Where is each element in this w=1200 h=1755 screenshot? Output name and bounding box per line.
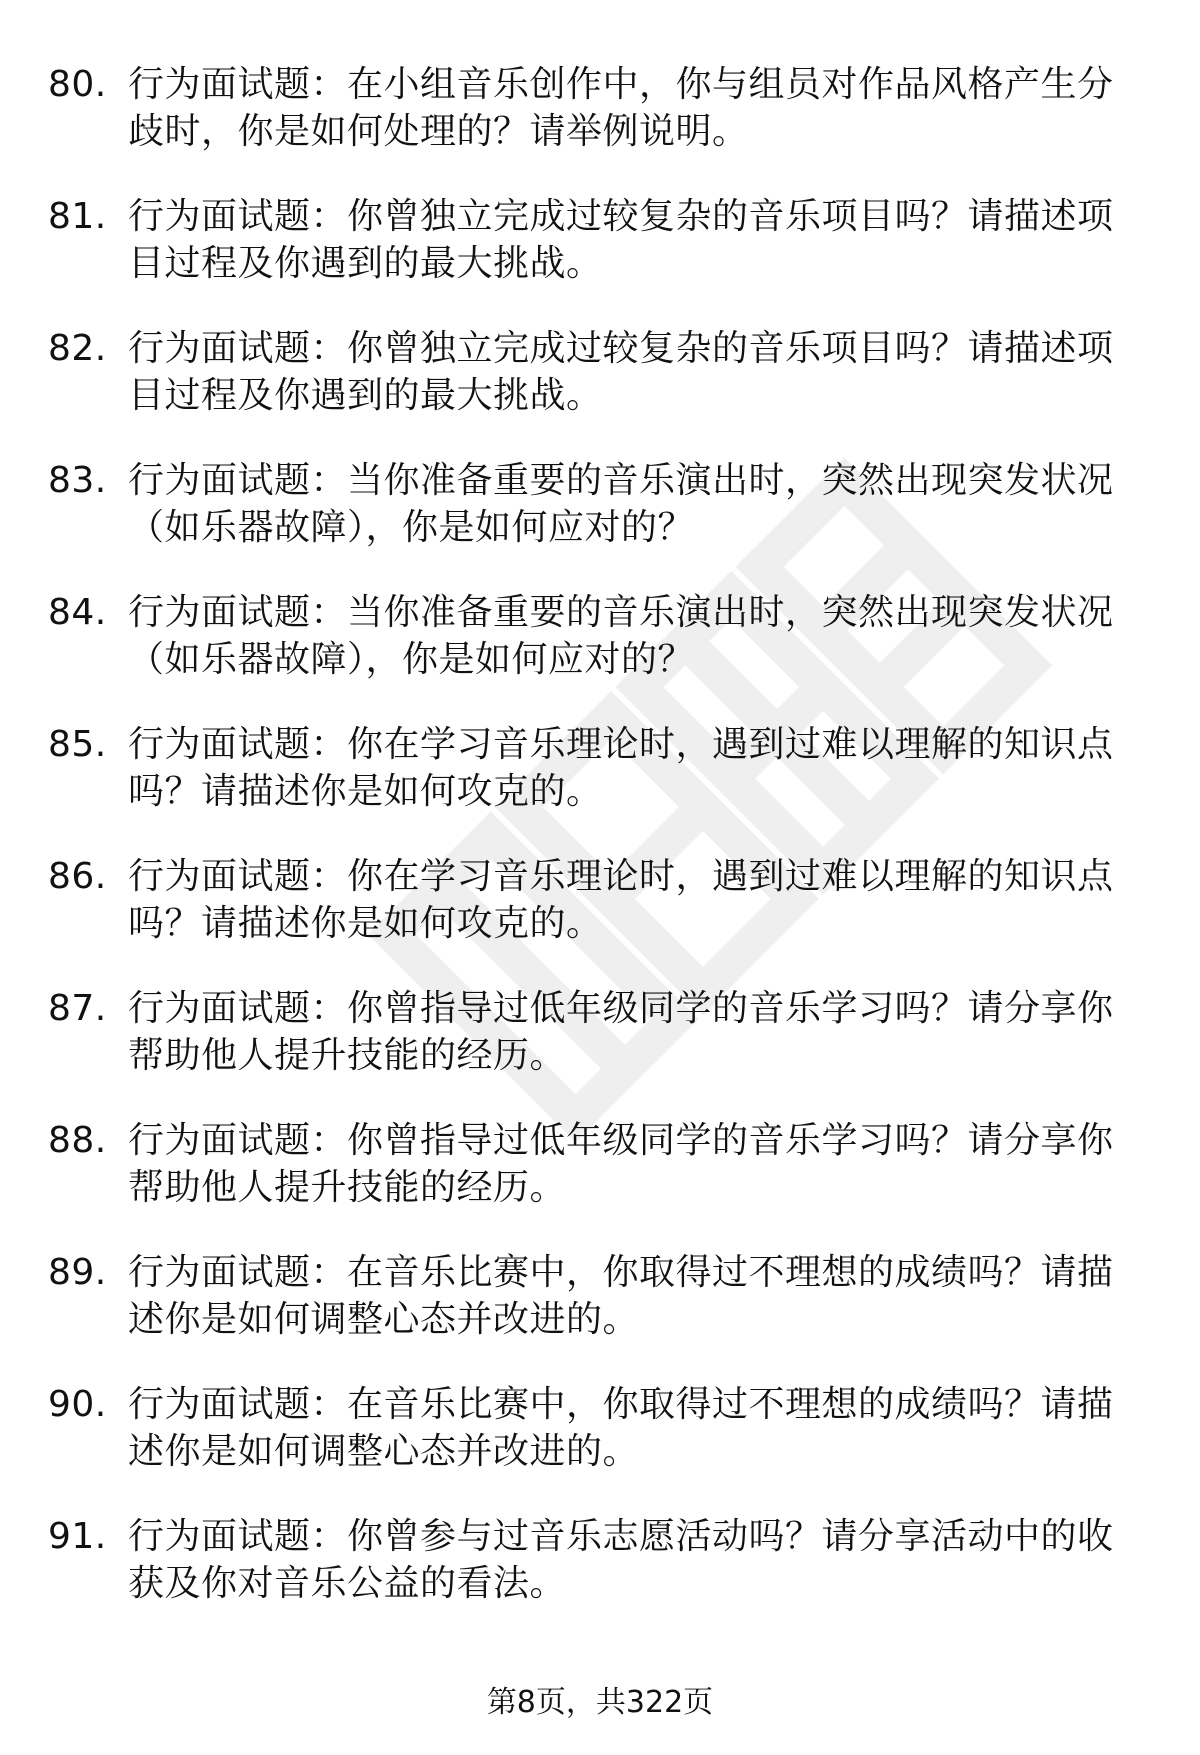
question-number: 84.	[48, 592, 107, 633]
question-text: 行为面试题：你曾参与过音乐志愿活动吗？请分享活动中的收获及你对音乐公益的看法。	[128, 1516, 1114, 1604]
question-number: 91.	[48, 1516, 107, 1557]
question-item	[48, 193, 1148, 287]
question-item	[48, 985, 1148, 1079]
page-footer: 第8页，共322页	[486, 1685, 714, 1720]
question-item	[48, 325, 1148, 419]
question-text: 行为面试题：在音乐比赛中，你取得过不理想的成绩吗？请描述你是如何调整心态并改进的。	[128, 1252, 1114, 1340]
question-text: 行为面试题：当你准备重要的音乐演出时，突然出现突发状况（如乐器故障），你是如何应对的？	[128, 460, 1114, 548]
question-number: 82.	[48, 328, 107, 369]
question-list	[48, 61, 1148, 1645]
question-text: 行为面试题：在音乐比赛中，你取得过不理想的成绩吗？请描述你是如何调整心态并改进的。	[128, 1384, 1114, 1472]
question-number: 87.	[48, 988, 107, 1029]
question-text: 行为面试题：你曾指导过低年级同学的音乐学习吗？请分享你帮助他人提升技能的经历。	[128, 988, 1114, 1076]
question-text: 行为面试题：你曾独立完成过较复杂的音乐项目吗？请描述项目过程及你遇到的最大挑战。	[128, 196, 1114, 284]
question-item	[48, 1117, 1148, 1211]
question-text: 行为面试题：你曾独立完成过较复杂的音乐项目吗？请描述项目过程及你遇到的最大挑战。	[128, 328, 1114, 416]
question-number: 83.	[48, 460, 107, 501]
question-number: 85.	[48, 724, 107, 765]
question-item	[48, 721, 1148, 815]
question-item	[48, 1249, 1148, 1343]
question-text: 行为面试题：你在学习音乐理论时，遇到过难以理解的知识点吗？请描述你是如何攻克的。	[128, 724, 1114, 812]
question-number: 90.	[48, 1384, 107, 1425]
question-text: 行为面试题：你曾指导过低年级同学的音乐学习吗？请分享你帮助他人提升技能的经历。	[128, 1120, 1114, 1208]
question-item	[48, 853, 1148, 947]
question-text: 行为面试题：你在学习音乐理论时，遇到过难以理解的知识点吗？请描述你是如何攻克的。	[128, 856, 1114, 944]
question-item	[48, 1381, 1148, 1475]
question-text: 行为面试题：在小组音乐创作中，你与组员对作品风格产生分歧时，你是如何处理的？请举例说明。	[128, 64, 1114, 152]
question-item	[48, 457, 1148, 551]
question-number: 89.	[48, 1252, 107, 1293]
question-item	[48, 61, 1148, 155]
question-item	[48, 589, 1148, 683]
question-number: 80.	[48, 64, 107, 105]
question-text: 行为面试题：当你准备重要的音乐演出时，突然出现突发状况（如乐器故障），你是如何应对的？	[128, 592, 1114, 680]
question-number: 88.	[48, 1120, 107, 1161]
question-item	[48, 1513, 1148, 1607]
question-number: 81.	[48, 196, 107, 237]
question-number: 86.	[48, 856, 107, 897]
